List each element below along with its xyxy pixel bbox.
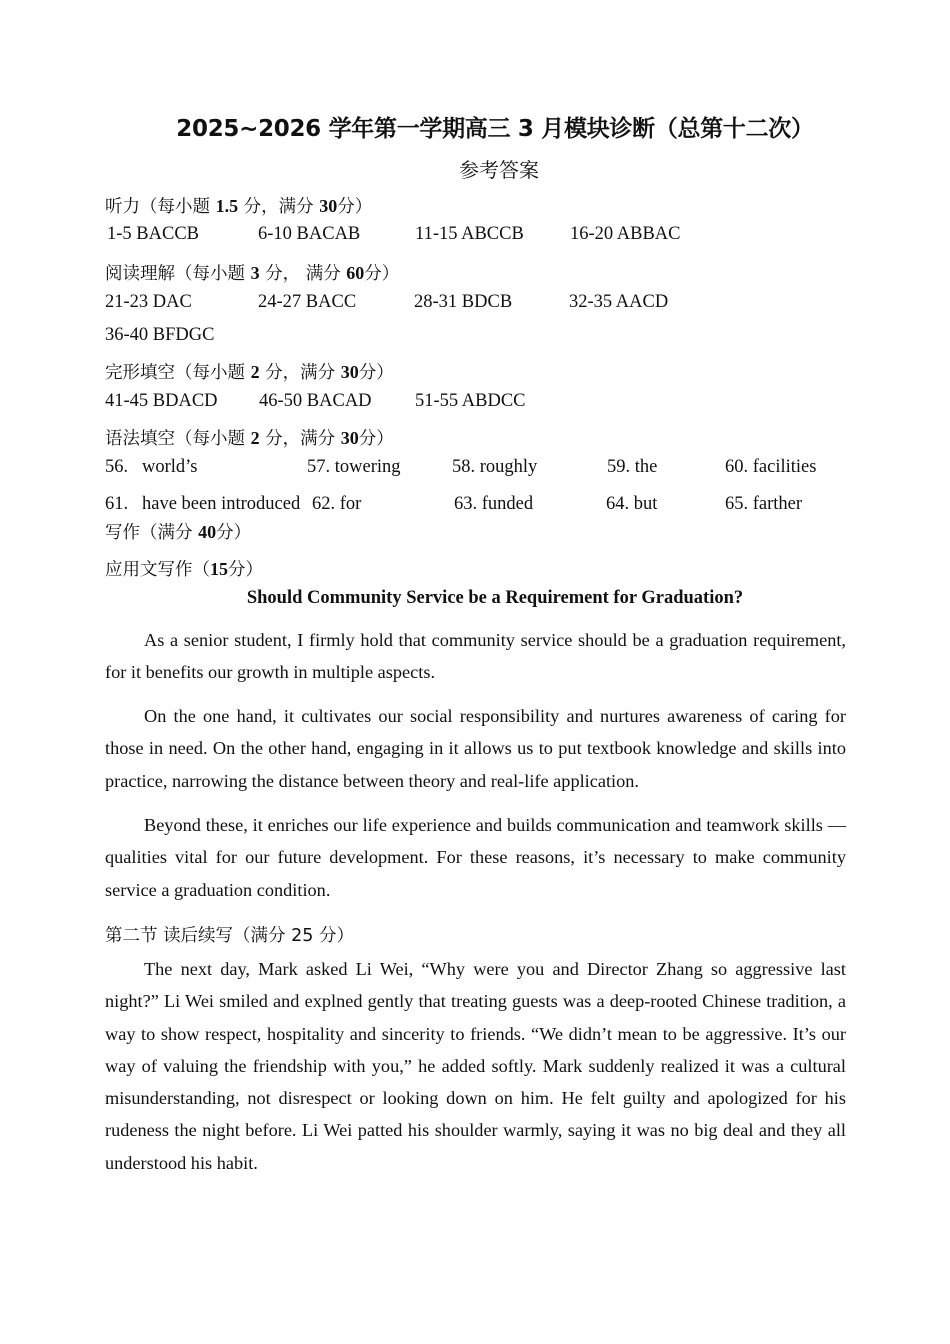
total-value: 30: [340, 362, 359, 382]
listening-heading: [105, 193, 372, 218]
score-value: 2: [250, 362, 260, 382]
heading-text: 分）: [228, 560, 263, 580]
grammar-answer: 57. towering: [307, 457, 401, 477]
essay-paragraph: Beyond these, it enriches our life experience and builds communication and teamwork skills — qualities vital for our future development. For these reasons, it’s necessary to make community service a graduation condition.: [105, 815, 846, 900]
grammar-answer: 61. have been introduced: [105, 494, 301, 514]
grammar-answer: 64. but: [606, 494, 658, 514]
answer-group: 21-23 DAC: [105, 292, 192, 312]
page-title: 2025~2026 学年第一学期高三 3 月模块诊断（总第十二次）: [176, 116, 814, 142]
heading-text: 分）: [216, 523, 252, 543]
answer-group: 6-10 BACAB: [258, 224, 361, 244]
grammar-answer: 60. facilities: [725, 457, 817, 477]
total-value: 30: [319, 196, 338, 216]
heading-text: 分）: [337, 197, 373, 217]
answer-group: 32-35 AACD: [569, 292, 669, 312]
heading-text: 分， 满分: [265, 264, 341, 284]
grammar-answer: 63. funded: [454, 494, 534, 514]
answer-group: 36-40 BFDGC: [105, 325, 215, 345]
heading-text: 写作（满分: [105, 523, 193, 543]
page-subtitle: 参考答案: [459, 158, 539, 182]
total-value: 15: [210, 559, 228, 579]
writing-heading: [105, 519, 251, 544]
heading-text: 分，满分: [265, 429, 336, 449]
heading-text: 语法填空（每小题: [105, 429, 245, 449]
answer-group: 16-20 ABBAC: [570, 224, 681, 244]
heading-text: 完形填空（每小题: [105, 363, 245, 383]
answer-group: 51-55 ABDCC: [415, 391, 526, 411]
reading-heading: [105, 260, 399, 285]
heading-text: 分）: [358, 429, 394, 449]
grammar-answer: 58. roughly: [452, 457, 538, 477]
score-value: 1.5: [215, 196, 239, 216]
answer-group: 11-15 ABCCB: [415, 224, 524, 244]
continuation-paragraph: The next day, Mark asked Li Wei, “Why were you and Director Zhang so aggressive last night?” Li Wei smiled and explned gently that treating guests was a deep-rooted Chinese tradition, a way to show respect, hospitality and sincerity to friends. “We didn’t mean to be aggressive. It’s our way of valuing the friendship with you,” he added softly. Mark suddenly realized it was a cultural misunderstanding, not disrespect or looking down on him. He felt guilty and apologized for his rudeness the night before. Li Wei patted his shoulder warmly, saying it was no big deal and they all understood his habit.: [105, 959, 846, 1173]
heading-text: 分）: [364, 264, 400, 284]
essay-paragraph: As a senior student, I firmly hold that community service should be a graduation requirement, for it benefits our growth in multiple aspects.: [105, 630, 846, 683]
grammar-answer: 56. world’s: [105, 457, 198, 477]
answer-group: 24-27 BACC: [258, 292, 357, 312]
score-value: 3: [250, 263, 260, 283]
heading-text: 听力（每小题: [105, 197, 210, 217]
total-value: 40: [198, 522, 217, 542]
heading-text: 分，满分: [265, 363, 336, 383]
applied-writing-heading: [105, 556, 263, 581]
total-value: 60: [346, 263, 365, 283]
answer-group: 1-5 BACCB: [107, 224, 200, 244]
essay-paragraph: On the one hand, it cultivates our social responsibility and nurtures awareness of caring for those in need. On the other hand, engaging in it allows us to put textbook knowledge and skills into practice, narrowing the distance between theory and real-life application.: [105, 706, 846, 791]
grammar-answer: 62. for: [312, 494, 362, 514]
answer-group: 41-45 BDACD: [105, 391, 218, 411]
essay-title: Should Community Service be a Requirement for Graduation?: [246, 588, 744, 608]
score-value: 2: [250, 428, 260, 448]
answer-group: 28-31 BDCB: [414, 292, 513, 312]
grammar-answer: 65. farther: [725, 494, 803, 514]
heading-text: 分）: [358, 363, 394, 383]
cloze-heading: [105, 359, 394, 384]
grammar-answer: 59. the: [607, 457, 658, 477]
heading-text: 阅读理解（每小题: [105, 264, 245, 284]
answer-group: 46-50 BACAD: [259, 391, 372, 411]
grammar-heading: [105, 425, 394, 450]
heading-text: 分，满分: [243, 197, 314, 217]
continuation-heading: 第二节 读后续写（满分 25 分）: [105, 926, 354, 946]
total-value: 30: [340, 428, 359, 448]
heading-text: 应用文写作（: [105, 560, 210, 580]
